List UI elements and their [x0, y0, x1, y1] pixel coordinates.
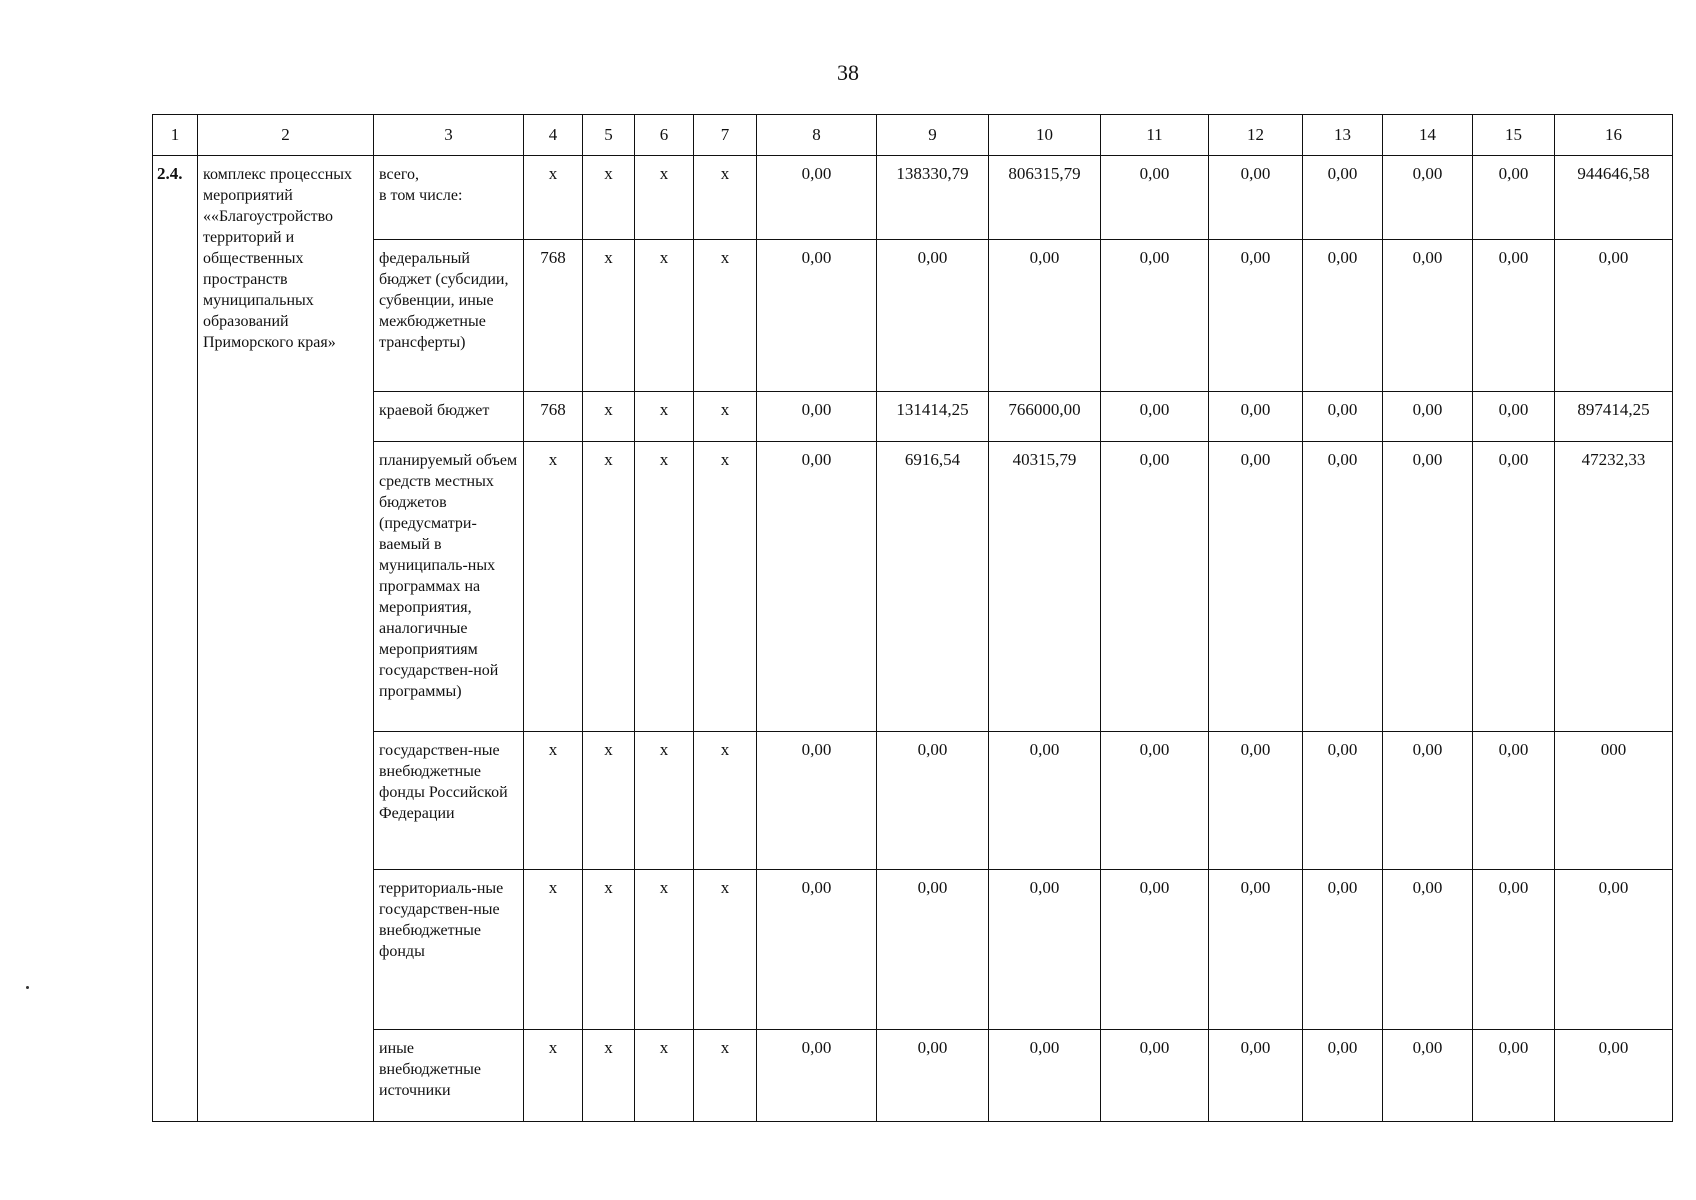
- code-cell-c7: x: [694, 442, 757, 732]
- code-cell-c4: x: [524, 870, 583, 1030]
- value-cell: 0,00: [1101, 442, 1209, 732]
- col-header: 9: [877, 115, 989, 156]
- code-cell-c4: x: [524, 732, 583, 870]
- code-cell-c4: x: [524, 156, 583, 240]
- value-cell: 0,00: [877, 1030, 989, 1122]
- item-description: комплекс процессных мероприятий ««Благоустройство территорий и общественных пространств муниципальных образований Приморского края»: [198, 156, 374, 1122]
- value-cell: 0,00: [1303, 732, 1383, 870]
- funding-source: краевой бюджет: [374, 392, 524, 442]
- value-cell: 0,00: [877, 870, 989, 1030]
- value-cell: 47232,33: [1555, 442, 1673, 732]
- table-row: [153, 240, 1673, 392]
- code-cell-c6: x: [635, 732, 694, 870]
- value-cell: 0,00: [1555, 1030, 1673, 1122]
- value-cell: 944646,58: [1555, 156, 1673, 240]
- col-header: 13: [1303, 115, 1383, 156]
- value-cell: 0,00: [1473, 240, 1555, 392]
- value-cell: 0,00: [989, 1030, 1101, 1122]
- budget-table: [152, 114, 1673, 1122]
- scan-speck: [26, 986, 29, 989]
- value-cell: 0,00: [1209, 392, 1303, 442]
- value-cell: 0,00: [989, 870, 1101, 1030]
- funding-source: федеральный бюджет (субсидии, субвенции, иные межбюджетные трансферты): [374, 240, 524, 392]
- value-cell: 0,00: [757, 870, 877, 1030]
- value-cell: 806315,79: [989, 156, 1101, 240]
- code-cell-c5: x: [583, 1030, 635, 1122]
- table-row: [153, 732, 1673, 870]
- value-cell: 0,00: [1383, 1030, 1473, 1122]
- value-cell: 0,00: [877, 240, 989, 392]
- value-cell: 0,00: [1209, 870, 1303, 1030]
- value-cell: 0,00: [1555, 870, 1673, 1030]
- value-cell: 766000,00: [989, 392, 1101, 442]
- value-cell: 40315,79: [989, 442, 1101, 732]
- code-cell-c6: x: [635, 156, 694, 240]
- value-cell: 0,00: [1303, 442, 1383, 732]
- col-header: 4: [524, 115, 583, 156]
- col-header: 14: [1383, 115, 1473, 156]
- value-cell: 0,00: [1383, 392, 1473, 442]
- value-cell: 0,00: [1101, 1030, 1209, 1122]
- value-cell: 0,00: [757, 1030, 877, 1122]
- code-cell-c7: x: [694, 1030, 757, 1122]
- col-header: 1: [153, 115, 198, 156]
- col-header: 5: [583, 115, 635, 156]
- value-cell: 0,00: [1303, 392, 1383, 442]
- code-cell-c7: x: [694, 156, 757, 240]
- value-cell: 0,00: [1303, 156, 1383, 240]
- page-number: 38: [837, 60, 859, 85]
- code-cell-c6: x: [635, 870, 694, 1030]
- item-code: 2.4.: [153, 156, 198, 1122]
- value-cell: 0,00: [1209, 442, 1303, 732]
- value-cell: 0,00: [757, 442, 877, 732]
- col-header: 6: [635, 115, 694, 156]
- col-header: 11: [1101, 115, 1209, 156]
- col-header: 7: [694, 115, 757, 156]
- value-cell: 0,00: [1383, 732, 1473, 870]
- value-cell: 0,00: [1383, 156, 1473, 240]
- code-cell-c7: x: [694, 240, 757, 392]
- value-cell: 0,00: [1101, 240, 1209, 392]
- table-row: [153, 870, 1673, 1030]
- value-cell: 0,00: [1101, 870, 1209, 1030]
- funding-source: государствен-ные внебюджетные фонды Российской Федерации: [374, 732, 524, 870]
- col-header: 2: [198, 115, 374, 156]
- header-row: [153, 115, 1673, 156]
- code-cell-c4: x: [524, 1030, 583, 1122]
- value-cell: 0,00: [1473, 732, 1555, 870]
- code-cell-c5: x: [583, 442, 635, 732]
- value-cell: 0,00: [757, 392, 877, 442]
- col-header: 15: [1473, 115, 1555, 156]
- table-row: [153, 442, 1673, 732]
- col-header: 3: [374, 115, 524, 156]
- value-cell: 0,00: [1209, 240, 1303, 392]
- code-cell-c5: x: [583, 392, 635, 442]
- code-cell-c6: x: [635, 240, 694, 392]
- value-cell: 0,00: [1473, 870, 1555, 1030]
- code-cell-c7: x: [694, 870, 757, 1030]
- code-cell-c4: x: [524, 442, 583, 732]
- value-cell: 0,00: [877, 732, 989, 870]
- value-cell: 0,00: [1303, 1030, 1383, 1122]
- value-cell: 0,00: [989, 732, 1101, 870]
- value-cell: 0,00: [1383, 442, 1473, 732]
- value-cell: 0,00: [1383, 870, 1473, 1030]
- value-cell: 0,00: [1473, 392, 1555, 442]
- value-cell: 0,00: [1209, 156, 1303, 240]
- value-cell: 6916,54: [877, 442, 989, 732]
- value-cell: 138330,79: [877, 156, 989, 240]
- table-row: [153, 1030, 1673, 1122]
- col-header: 12: [1209, 115, 1303, 156]
- value-cell: 0,00: [1473, 156, 1555, 240]
- value-cell: 0,00: [1209, 732, 1303, 870]
- value-cell: 0,00: [1101, 156, 1209, 240]
- value-cell: 0,00: [1303, 240, 1383, 392]
- code-cell-c4: 768: [524, 392, 583, 442]
- col-header: 16: [1555, 115, 1673, 156]
- value-cell: 0,00: [1101, 392, 1209, 442]
- code-cell-c6: x: [635, 392, 694, 442]
- value-cell: 0,00: [1303, 870, 1383, 1030]
- value-cell: 0,00: [757, 156, 877, 240]
- value-cell: 000: [1555, 732, 1673, 870]
- value-cell: 0,00: [1473, 442, 1555, 732]
- value-cell: 0,00: [1209, 1030, 1303, 1122]
- code-cell-c5: x: [583, 156, 635, 240]
- code-cell-c5: x: [583, 240, 635, 392]
- value-cell: 0,00: [1383, 240, 1473, 392]
- value-cell: 0,00: [989, 240, 1101, 392]
- code-cell-c5: x: [583, 870, 635, 1030]
- funding-source: всего, в том числе:: [374, 156, 524, 240]
- table-row: [153, 392, 1673, 442]
- value-cell: 0,00: [757, 240, 877, 392]
- code-cell-c7: x: [694, 732, 757, 870]
- code-cell-c7: x: [694, 392, 757, 442]
- table-row: [153, 156, 1673, 240]
- code-cell-c6: x: [635, 442, 694, 732]
- col-header: 10: [989, 115, 1101, 156]
- value-cell: 0,00: [1473, 1030, 1555, 1122]
- value-cell: 131414,25: [877, 392, 989, 442]
- code-cell-c6: x: [635, 1030, 694, 1122]
- funding-source: иные внебюджетные источники: [374, 1030, 524, 1122]
- funding-source: территориаль-ные государствен-ные внебюджетные фонды: [374, 870, 524, 1030]
- code-cell-c5: x: [583, 732, 635, 870]
- value-cell: 0,00: [1555, 240, 1673, 392]
- col-header: 8: [757, 115, 877, 156]
- value-cell: 0,00: [757, 732, 877, 870]
- funding-source: планируемый объем средств местных бюджетов (предусматри-ваемый в муниципаль-ных программах на мероприятия, аналогичные мероприятиям государствен-ной программы): [374, 442, 524, 732]
- value-cell: 897414,25: [1555, 392, 1673, 442]
- value-cell: 0,00: [1101, 732, 1209, 870]
- code-cell-c4: 768: [524, 240, 583, 392]
